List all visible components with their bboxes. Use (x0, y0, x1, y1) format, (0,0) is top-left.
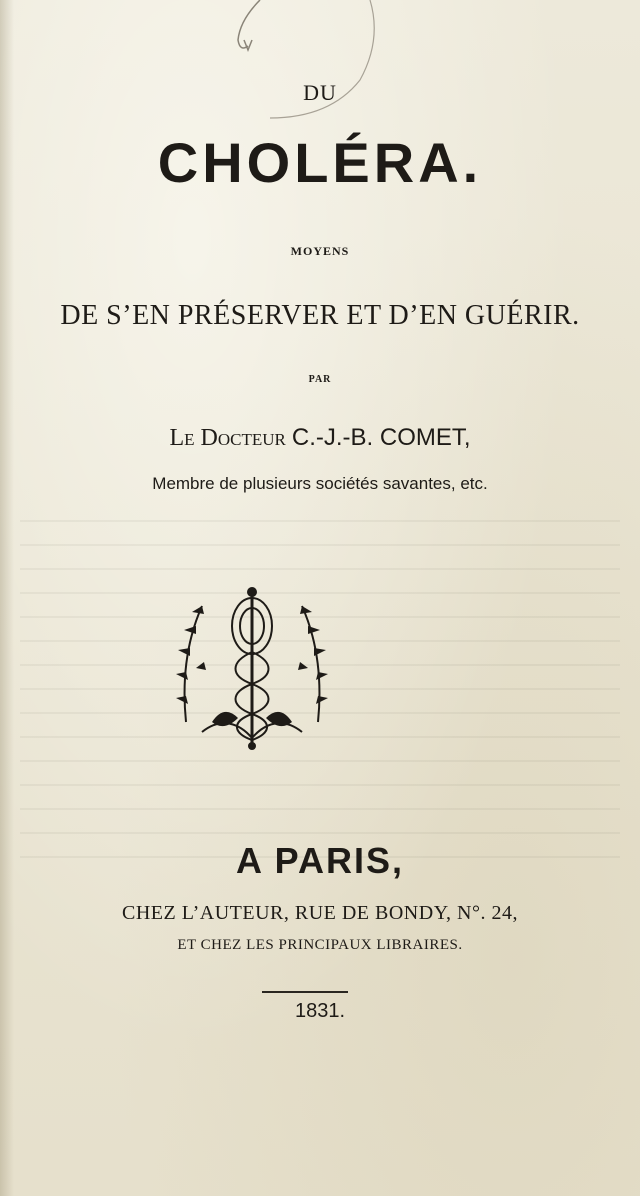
author-name: C.-J.-B. COMET, (291, 424, 471, 451)
pretitle: DU (303, 80, 337, 105)
subheading: MOYENS (290, 244, 350, 258)
pencil-annotation-icon (200, 0, 400, 130)
divider-rule (262, 991, 348, 993)
author-line (0, 424, 640, 452)
publisher-address: CHEZ L’AUTEUR, RUE DE BONDY, N°. 24, (122, 902, 518, 924)
booksellers-line: ET CHEZ LES PRINCIPAUX LIBRAIRES. (177, 937, 463, 953)
author-affiliation: Membre de plusieurs sociétés savantes, etc. (152, 474, 488, 493)
by-line: PAR (308, 374, 332, 385)
caduceus-vignette-icon (172, 582, 332, 752)
publication-city: A PARIS, (235, 840, 404, 881)
subtitle: DE S’EN PRÉSERVER ET D’EN GUÉRIR. (60, 300, 580, 331)
author-prefix: Le Docteur (169, 425, 286, 451)
page-title: CHOLÉRA. (157, 131, 483, 194)
publication-year: 1831. (294, 1000, 346, 1022)
